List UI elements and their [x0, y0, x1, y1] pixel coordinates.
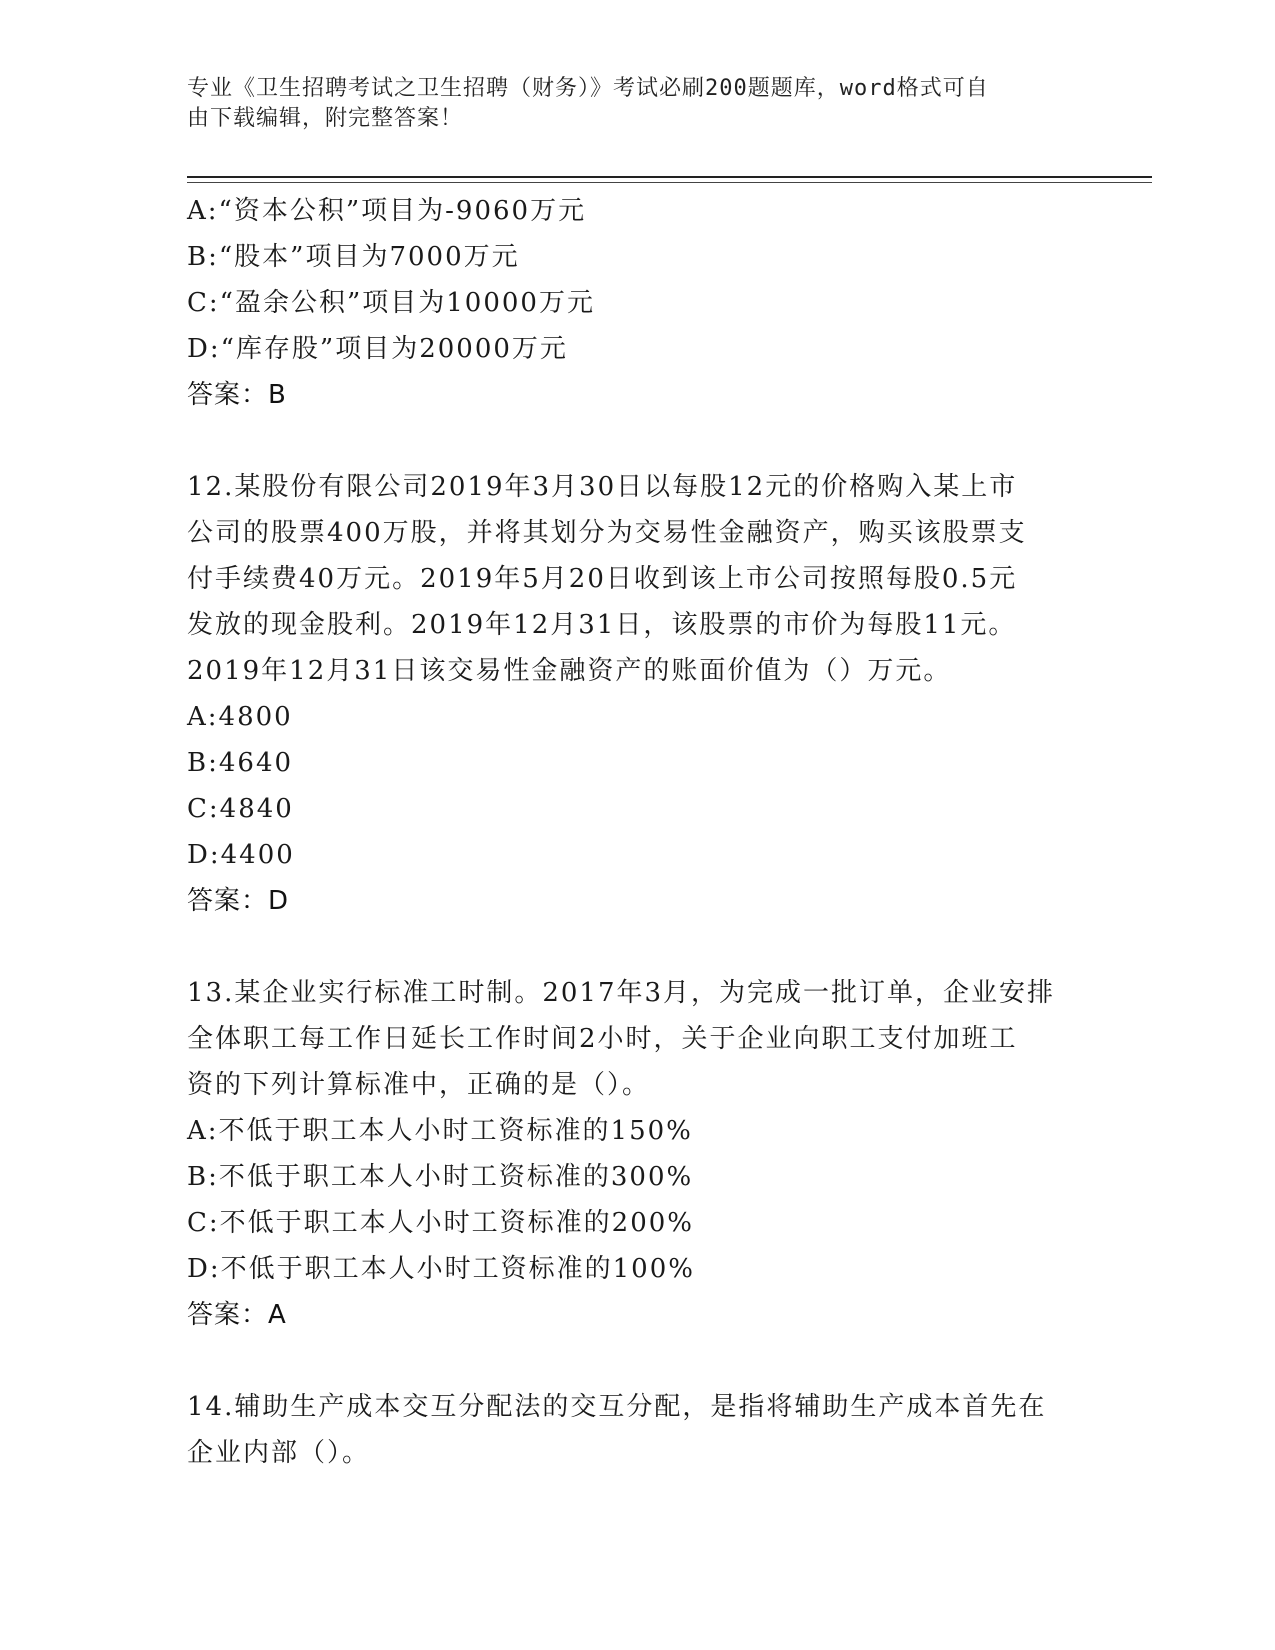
document-header	[187, 74, 1087, 134]
option-a: A:4800	[187, 702, 293, 732]
option-d: D:4400	[187, 840, 295, 870]
header-rule-thin	[187, 182, 1152, 183]
question-stem-line: 2019年12月31日该交易性金融资产的账面价值为（）万元。	[187, 656, 952, 686]
question-stem-line: 资的下列计算标准中，正确的是（）。	[187, 1070, 651, 1100]
question-spacer	[187, 1338, 1087, 1384]
option-c: C:不低于职工本人小时工资标准的200%	[187, 1208, 694, 1238]
question-stem-line: 付手续费40万元。2019年5月20日收到该上市公司按照每股0.5元	[187, 564, 1018, 594]
question-list	[187, 188, 1087, 1476]
answer-line: 答案：D	[187, 886, 290, 916]
option-a: A:不低于职工本人小时工资标准的150%	[187, 1116, 693, 1146]
question-spacer	[187, 924, 1087, 970]
option-b: B:4640	[187, 748, 294, 778]
question-spacer	[187, 418, 1087, 464]
answer-line: 答案：B	[187, 380, 287, 410]
question-stem-line: 12.某股份有限公司2019年3月30日以每股12元的价格购入某上市	[187, 472, 1018, 502]
question-13	[187, 970, 1087, 1338]
option-c: C:4840	[187, 794, 294, 824]
question-stem-line: 发放的现金股利。2019年12月31日，该股票的市价为每股11元。	[187, 610, 1017, 640]
question-stem-line: 14.辅助生产成本交互分配法的交互分配，是指将辅助生产成本首先在	[187, 1392, 1047, 1422]
question-11	[187, 188, 1087, 418]
question-stem-line: 公司的股票400万股，并将其划分为交易性金融资产，购买该股票支	[187, 518, 1027, 548]
question-stem-line: 企业内部（）。	[187, 1438, 371, 1468]
option-d: D:不低于职工本人小时工资标准的100%	[187, 1254, 695, 1284]
header-line-1: 专业《卫生招聘考试之卫生招聘（财务）》考试必刷200题题库，word格式可自	[187, 76, 989, 101]
answer-line: 答案：A	[187, 1300, 287, 1330]
header-line-2: 由下载编辑，附完整答案！	[187, 106, 464, 131]
question-14	[187, 1384, 1087, 1476]
option-d: D:“库存股”项目为20000万元	[187, 334, 568, 364]
question-stem-line: 全体职工每工作日延长工作时间2小时，关于企业向职工支付加班工	[187, 1024, 1018, 1054]
option-c: C:“盈余公积”项目为10000万元	[187, 288, 595, 318]
header-rule-thick	[187, 176, 1152, 178]
question-stem-line: 13.某企业实行标准工时制。2017年3月，为完成一批订单，企业安排	[187, 978, 1056, 1008]
question-12	[187, 464, 1087, 924]
option-a: A:“资本公积”项目为-9060万元	[187, 196, 587, 226]
option-b: B:“股本”项目为7000万元	[187, 242, 520, 272]
option-b: B:不低于职工本人小时工资标准的300%	[187, 1162, 694, 1192]
